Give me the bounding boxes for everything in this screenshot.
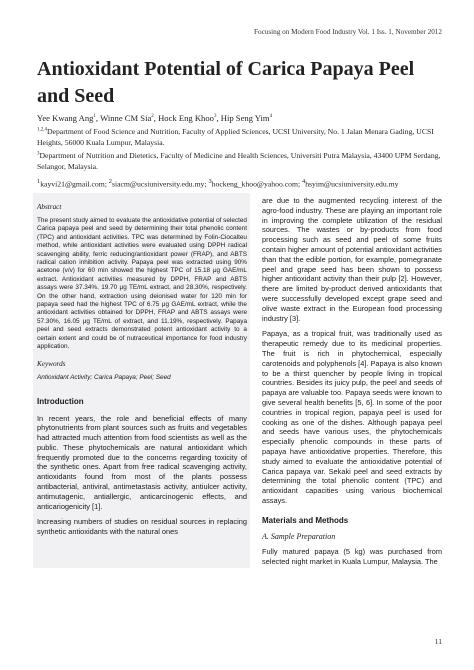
paper-title: Antioxidant Potential of Carica Papaya Peel and Seed bbox=[37, 58, 415, 107]
page-number: 11 bbox=[434, 637, 442, 646]
author-name: Hock Eng Khoo bbox=[158, 113, 214, 123]
introduction-paragraph-2: Increasing numbers of studies on residual sources in replacing synthetic antioxidants with the natural ones bbox=[37, 517, 247, 537]
email-link[interactable]: siacm@ucsiuniversity.edu.my; bbox=[111, 179, 207, 189]
introduction-paragraph-1: In recent years, the role and beneficial effects of many phytonutrients from plant sources such as fruits and vegetables had attracted much attention from food scientists as well as the public. These phytochemicals are natural antioxidant which frequently promoted due to the concerns regarding toxicity of the synthetic ones. Apart from free radical scavenging activity, antioxidants found from most of the plants possess antibacterial, antiviral, antimetastasis activity, antiulcer activity, antimutagenic, antiallergic, anticarcinogenic effects, and anticariogenicity [1]. bbox=[37, 413, 247, 511]
email-link[interactable]: kayvi21@gmail.com; bbox=[40, 179, 107, 189]
email-link[interactable]: hockeng_khoo@yahoo.com; bbox=[211, 179, 301, 189]
author-name: Yee Kwang Ang bbox=[37, 113, 94, 123]
right-paragraph-2: Papaya, as a tropical fruit, was traditionally used as therapeutic remedy due to its medicinal properties. The fruit is rich in phytochemical, especially carotenoids and polyphenols [4]. Papaya is also known to be a thirst quencher by people living in tropical countries. Besides its juicy pulp, the peel and seeds of papaya are valuable too. Papaya seeds were known to give several health benefits [5, 6]. In some of the poor countries in tropical region, papaya peel is used for cooking as one of the dishes. Although papaya peel and seeds have various uses, the phytochemicals especially phenolic compounds in these parts of papaya have antioxidative properties. Therefore, this study aimed to evaluate the antioxidative potential of Carica papaya var. Sekaki peel and seed extracts by determining the total phenolic content (TPC) and antioxidant capacities using various biochemical assays. bbox=[262, 329, 442, 505]
right-column bbox=[262, 196, 442, 566]
author-list: Yee Kwang Ang$^1$, Winne CM Sia$^2$, Hock Eng Khoo$^3$, Hip Seng Yim$^4$ bbox=[37, 113, 273, 123]
affiliation-1: $^{1,2,4}$Department of Food Science and Nutrition, Faculty of Applied Sciences, UCSI University, No. 1 Jalan Menara Gading, UCSI Heights, 56000 Kuala Lumpur, Malaysia. bbox=[37, 127, 434, 147]
right-paragraph-3: Fully matured papaya (5 kg) was purchased from selected night market in Kuala Lumpur, Malaysia. The bbox=[262, 546, 442, 566]
author-name: Winne CM Sia bbox=[100, 113, 152, 123]
affiliation-2: $^3$Department of Nutrition and Dietetics, Faculty of Medicine and Health Sciences, Universiti Putra Malaysia, 43400 UPM Serdang, Selangor, Malaysia. bbox=[37, 151, 441, 171]
keywords-text: Antioxidant Activity; Carica Papaya; Peel; Seed bbox=[37, 373, 171, 381]
sample-prep-heading: A. Sample Preparation bbox=[262, 531, 336, 541]
journal-header: Focusing on Modern Food Industry Vol. 1 Iss. 1, November 2012 bbox=[253, 28, 442, 36]
email-list: $^1$kayvi21@gmail.com; $^2$siacm@ucsiuniversity.edu.my; $^3$hockeng_khoo@yahoo.com; $^4$hsyim@ucsiuniversity.edu.my bbox=[37, 178, 399, 189]
left-column bbox=[37, 203, 247, 537]
keywords-title: Keywords bbox=[37, 359, 66, 368]
methods-heading: Materials and Methods bbox=[262, 515, 349, 525]
abstract-title: Abstract bbox=[37, 203, 62, 211]
abstract-text: The present study aimed to evaluate the antioxidative potential of selected Carica papaya peel and seed by determining their total phenolic content (TPC) and antioxidant activities. TPC was determined by Folin-Ciocalteu method, while antioxidant activities were evaluated using DPPH radical scavenging ability, ferric reducing/antioxidant power (FRAP), and ABTS radical cation inhibition activity. Papaya peel was extracted using 90% acetone (v/v) for 60 min showed the highest TPC of 15.18 μg GAE/mL extract. Antioxidant activities measured by DPPH, FRAP and ABTS assays were 37.34%, 19.70 μg TE/mL extract, and 28.30%, respectively. On the other hand, extraction using deionised water for 120 min for papaya seed had the highest TPC of 6.75 μg GAE/mL extract, while the antioxidant activities obtained for DPPH, FRAP and ABTS assays were 57.30%, 16.05 μg TE/mL of extract, and 11.19%, respectively. Papaya peel and seed extracts demonstrated potent antioxidant activity to a certain extent and could be of nutraceutical importance for food industry application. bbox=[37, 217, 247, 351]
introduction-heading: Introduction bbox=[37, 396, 84, 406]
right-paragraph-1: are due to the augmented recycling interest of the agro-food industry. These are playing an important role in improving the complete utilization of the residual sources. The wastes or by-products from food processing such as seed and peel of some fruits contain higher amount of potential antioxidant activities than that the edible portion, for example, pomegranate peel and grape seed has been shown to possess higher antioxidant activity than their pulp [2]. However, there are limited by-product derived antioxidants that were successfully developed except grape seed and olive waste extract in the European food processing industry [3]. bbox=[262, 196, 442, 323]
email-link[interactable]: hsyim@ucsiuniversity.edu.my bbox=[305, 179, 399, 189]
author-name: Hip Seng Yim bbox=[220, 113, 270, 123]
